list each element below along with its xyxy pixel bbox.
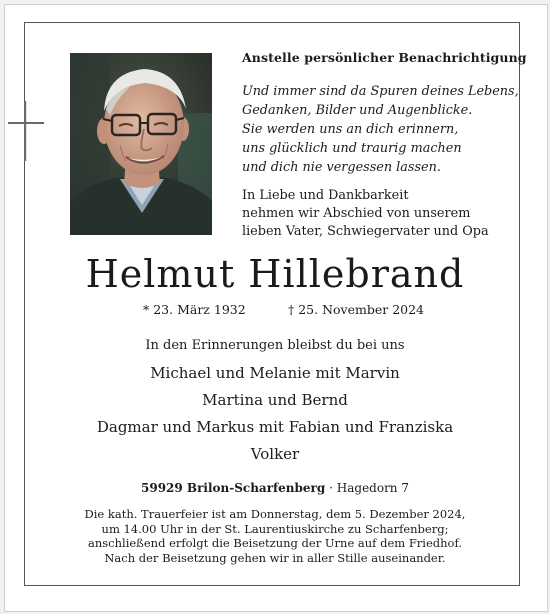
death-date: † 25. November 2024 — [288, 302, 425, 317]
address — [0, 481, 550, 495]
mourner-entry: Martina und Bernd — [202, 391, 348, 409]
funeral-notice — [0, 507, 550, 565]
mourner-entry: Michael und Melanie mit Marvin — [150, 364, 400, 382]
mourner-entry: Dagmar und Markus mit Fabian und Franziska — [96, 418, 454, 436]
address-city: 59929 Brilon-Scharfenberg — [141, 481, 326, 495]
mourners-list — [0, 360, 550, 468]
poem-line: Gedanken, Bilder und Augenblicke. — [242, 103, 473, 118]
farewell-line: nehmen wir Abschied von unserem — [242, 206, 471, 221]
deceased-name: Helmut Hillebrand — [85, 252, 465, 296]
poem-line: Und immer sind da Spuren deines Lebens, — [242, 84, 519, 99]
farewell-line: lieben Vater, Schwiegervater und Opa — [242, 224, 489, 239]
poem-line: und dich nie vergessen lassen. — [242, 160, 441, 175]
mourner-entry: Volker — [250, 445, 300, 463]
notice-line: Die kath. Trauerfeier ist am Donnerstag, dem 5. Dezember 2024, — [84, 507, 466, 521]
poem-line: uns glücklich und traurig machen — [242, 141, 462, 156]
farewell-text — [242, 187, 489, 241]
notice-line: anschließend erfolgt die Beisetzung der Urne auf dem Friedhof. — [88, 536, 462, 550]
cross-icon — [8, 101, 44, 161]
notice-line: Nach der Beisetzung gehen wir in aller Stille auseinander. — [104, 550, 446, 565]
poem — [242, 82, 519, 177]
memory-line: In den Erinnerungen bleibst du bei uns — [145, 338, 405, 353]
farewell-line: In Liebe und Dankbarkeit — [242, 188, 409, 203]
birth-date: * 23. März 1932 — [143, 302, 246, 317]
notice-line: um 14.00 Uhr in der St. Laurentiuskirche zu Scharfenberg; — [101, 521, 449, 536]
address-street: Hagedorn 7 — [336, 481, 409, 495]
address-separator: · — [329, 481, 333, 495]
poem-line: Sie werden uns an dich erinnern, — [242, 122, 459, 137]
header-notice: Anstelle persönlicher Benachrichtigung — [242, 50, 527, 65]
portrait-photo — [70, 53, 212, 235]
